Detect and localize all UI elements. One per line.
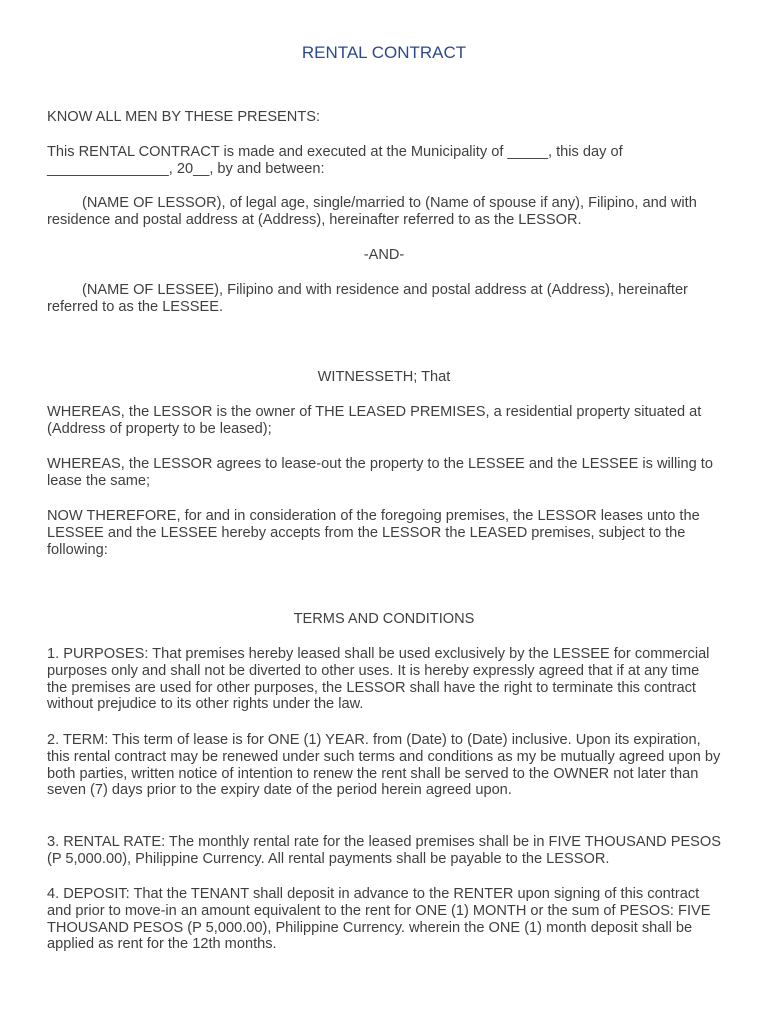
witnesseth-heading: WITNESSETH; That xyxy=(317,369,451,385)
now-therefore-paragraph: NOW THEREFORE, for and in consideration of the foregoing premises, the LESSOR leases unto the LESSEE and the LESSEE hereby accepts from the LESSOR the LEASED premises, subject to the following: xyxy=(47,508,700,558)
lessor-paragraph: (NAME OF LESSOR), of legal age, single/married to (Name of spouse if any), Filipino, and with residence and postal address at (Address), hereinafter referred to as the LESSOR. xyxy=(47,195,697,228)
made-at-paragraph: This RENTAL CONTRACT is made and executed at the Municipality of _____, this day of _______________, 20__, by and between: xyxy=(47,144,623,177)
term-lease-period: 2. TERM: This term of lease is for ONE (1) YEAR. from (Date) to (Date) inclusive. Upon its expiration, this rental contract may be renewed under such terms and conditions as my be mutually agreed upon by both parties, written notice of intention to renew the rent shall be served to the OWNER not later than seven (7) days prior to the expiry date of the period herein agreed upon. xyxy=(47,732,721,799)
and-separator: -AND- xyxy=(363,247,405,263)
whereas-paragraph-2: WHEREAS, the LESSOR agrees to lease-out the property to the LESSEE and the LESSEE is willing to lease the same; xyxy=(47,456,713,489)
term-rental-rate: 3. RENTAL RATE: The monthly rental rate for the leased premises shall be in FIVE THOUSAND PESOS (P 5,000.00), Philippine Currency. All rental payments shall be payable to the LESSOR. xyxy=(47,834,722,867)
document-title: RENTAL CONTRACT xyxy=(301,43,467,62)
terms-heading: TERMS AND CONDITIONS xyxy=(293,611,475,627)
term-purposes: 1. PURPOSES: That premises hereby leased shall be used exclusively by the LESSEE for commercial purposes only and shall not be diverted to other uses. It is hereby expressly agreed that if at any time the premises are used for other purposes, the LESSOR shall have the right to terminate this contract without prejudice to its other rights under the law. xyxy=(47,646,710,713)
lessee-paragraph: (NAME OF LESSEE), Filipino and with residence and postal address at (Address), hereinafter referred to as the LESSEE. xyxy=(47,282,688,315)
whereas-paragraph-1: WHEREAS, the LESSOR is the owner of THE LEASED PREMISES, a residential property situated at (Address of property to be leased); xyxy=(47,404,702,437)
term-deposit: 4. DEPOSIT: That the TENANT shall deposit in advance to the RENTER upon signing of this contract and prior to move-in an amount equivalent to the rent for ONE (1) MONTH or the sum of PESOS: FIVE THOUSAND PESOS (P 5,000.00), Philippine Currency. wherein the ONE (1) month deposit shall be applied as rent for the 12th months. xyxy=(47,886,711,953)
intro-paragraph: KNOW ALL MEN BY THESE PRESENTS: xyxy=(47,109,321,125)
